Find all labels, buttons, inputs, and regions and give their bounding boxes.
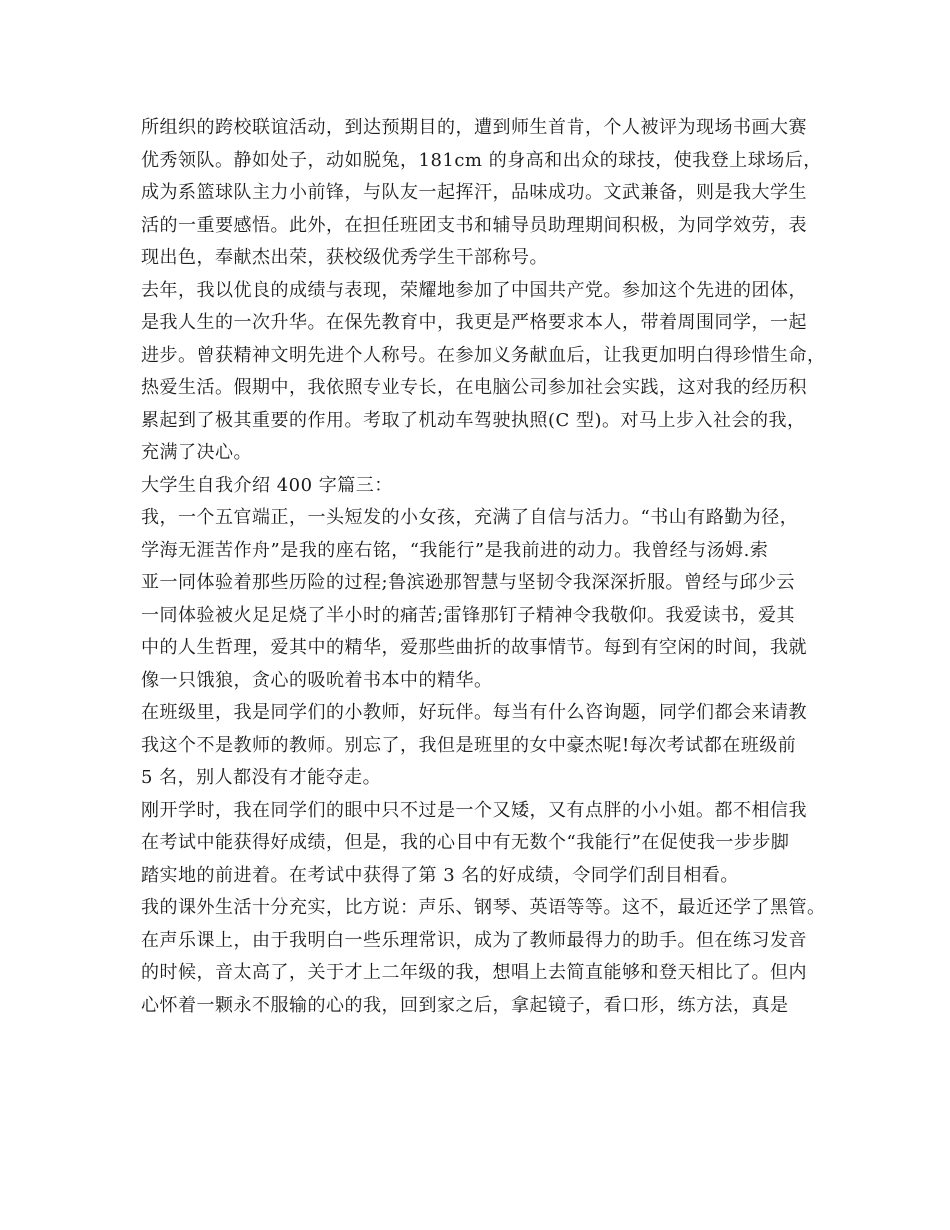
text-line: 进步。曾获精神文明先进个人称号。在参加义务献血后，让我更加明白得珍惜生命， <box>141 344 826 366</box>
text-line: 去年，我以优良的成绩与表现，荣耀地参加了中国共产党。参加这个先进的团体， <box>141 279 807 301</box>
text-line: 的时候，音太高了，关于才上二年级的我，想唱上去简直能够和登天相比了。但内 <box>141 962 807 983</box>
text-line: 现出色，奉献杰出荣，获校级优秀学生干部称号。 <box>141 247 548 268</box>
text-line: 优秀领队。静如处子，动如脱兔，181cm 的身高和出众的球技，使我登上球场后， <box>141 149 822 171</box>
text-line: 在声乐课上，由于我明白一些乐理常识，成为了教师最得力的助手。但在练习发音 <box>141 929 807 951</box>
text-line: 累起到了极其重要的作用。考取了机动车驾驶执照(C 型)。对马上步入社会的我， <box>141 409 806 431</box>
text-line: 学海无涯苦作舟”是我的座右铭，“我能行”是我前进的动力。我曾经与汤姆.索 <box>141 539 769 561</box>
text-line: 刚开学时，我在同学们的眼中只不过是一个又矮，又有点胖的小小姐。都不相信我 <box>141 799 807 821</box>
text-line: 成为系篮球队主力小前锋，与队友一起挥汗，品味成功。文武兼备，则是我大学生 <box>141 182 807 203</box>
text-line: 我这个不是教师的教师。别忘了，我但是班里的女中豪杰呢!每次考试都在班级前 <box>141 734 797 756</box>
text-line: 一同体验被火足足烧了半小时的痛苦;雷锋那钉子精神令我敬仰。我爱读书，爱其 <box>141 604 796 626</box>
text-line: 充满了决心。 <box>141 442 252 463</box>
text-line: 踏实地的前进着。在考试中获得了第 3 名的好成绩，令同学们刮目相看。 <box>141 864 739 886</box>
text-line: 活的一重要感悟。此外，在担任班团支书和辅导员助理期间积极，为同学效劳，表 <box>141 214 807 236</box>
text-line: 中的人生哲理，爱其中的精华，爱那些曲折的故事情节。每到有空闲的时间，我就 <box>141 637 807 658</box>
section-heading: 大学生自我介绍 400 字篇三： <box>141 474 393 496</box>
document-body <box>141 112 841 1022</box>
text-line: 所组织的跨校联谊活动，到达预期目的，遭到师生首肯，个人被评为现场书画大赛 <box>141 117 807 138</box>
text-line: 是我人生的一次升华。在保先教育中，我更是严格要求本人，带着周围同学，一起 <box>141 312 807 333</box>
text-line: 我的课外生活十分充实，比方说：声乐、钢琴、英语等等。这不，最近还学了黑管。 <box>141 897 826 918</box>
text-line: 在考试中能获得好成绩，但是，我的心目中有无数个“我能行”在促使我一步步脚 <box>141 832 790 853</box>
text-line: 热爱生活。假期中，我依照专业专长，在电脑公司参加社会实践，这对我的经历积 <box>141 377 807 398</box>
text-line: 心怀着一颗永不服输的心的我，回到家之后，拿起镜子，看口形，练方法，真是 <box>141 994 789 1016</box>
text-line: 5 名，别人都没有才能夺走。 <box>141 767 382 788</box>
text-line: 像一只饿狼，贪心的吸吮着书本中的精华。 <box>141 669 493 691</box>
text-line: 在班级里，我是同学们的小教师，好玩伴。每当有什么咨询题，同学们都会来请教 <box>141 702 807 723</box>
text-line: 亚一同体验着那些历险的过程;鲁滨逊那智慧与坚韧令我深深折服。曾经与邱少云 <box>141 572 796 593</box>
text-line: 我，一个五官端正，一头短发的小女孩，充满了自信与活力。“书山有路勤为径， <box>141 507 799 528</box>
